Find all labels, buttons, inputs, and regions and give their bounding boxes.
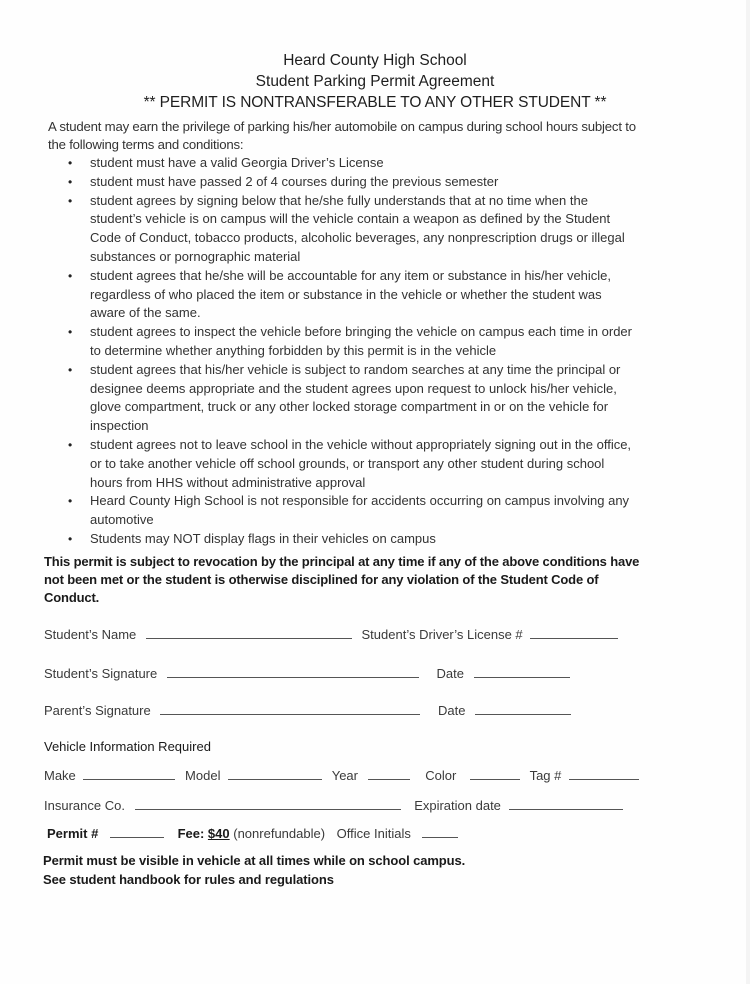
bullet-icon: • <box>68 494 73 509</box>
expiration-field[interactable] <box>509 797 623 810</box>
drivers-license-label: Student’s Driver’s License # <box>361 627 523 642</box>
term-item <box>48 530 638 549</box>
fee-value: $40 <box>207 826 230 841</box>
bullet-icon: • <box>68 193 73 208</box>
color-field[interactable] <box>470 767 520 780</box>
vehicle-info-heading: Vehicle Information Required <box>44 739 211 754</box>
document-title: Student Parking Permit Agreement <box>255 73 495 90</box>
year-label: Year <box>331 768 358 783</box>
insurance-field[interactable] <box>135 797 401 810</box>
term-text: student agrees not to leave school in the vehicle without appropriately signing out in the office, or to take another vehicle off school grounds, or transport any other student during school hours from HHS without administrative approval <box>90 436 632 490</box>
school-name: Heard County High School <box>283 52 467 69</box>
permit-number-label: Permit # <box>47 826 99 841</box>
term-item <box>48 436 638 492</box>
color-label: Color <box>425 768 457 783</box>
student-name-field[interactable] <box>146 626 352 639</box>
student-date-field[interactable] <box>474 665 570 678</box>
drivers-license-field[interactable] <box>530 626 618 639</box>
bullet-icon: • <box>68 268 73 283</box>
handbook-notice: See student handbook for rules and regulations <box>43 872 334 887</box>
model-label: Model <box>185 768 221 783</box>
bullet-icon: • <box>68 156 73 170</box>
term-item <box>48 192 638 267</box>
insurance-label: Insurance Co. <box>44 798 125 813</box>
insurance-row <box>44 797 629 813</box>
fee-note: (nonrefundable) <box>233 826 326 841</box>
term-text: Students may NOT display flags in their vehicles on campus <box>90 530 436 546</box>
term-item <box>48 361 638 436</box>
vehicle-details-row <box>44 767 645 783</box>
expiration-label: Expiration date <box>414 798 501 813</box>
student-signature-label: Student’s Signature <box>44 666 158 681</box>
tag-field[interactable] <box>569 767 639 780</box>
student-date-label: Date <box>436 666 464 681</box>
term-item <box>48 173 638 192</box>
student-signature-field[interactable] <box>167 665 419 678</box>
parent-date-label: Date <box>437 703 466 718</box>
bullet-icon: • <box>68 531 73 546</box>
term-text: student must have a valid Georgia Driver’s License <box>90 155 384 170</box>
nontransferable-warning: ** PERMIT IS NONTRANSFERABLE TO ANY OTHER STUDENT ** <box>143 94 607 111</box>
office-initials-label: Office Initials <box>336 826 411 841</box>
model-field[interactable] <box>228 767 322 780</box>
make-field[interactable] <box>83 767 175 780</box>
document-header <box>0 50 750 113</box>
year-field[interactable] <box>368 767 410 780</box>
parent-date-field[interactable] <box>475 702 571 715</box>
revocation-notice: This permit is subject to revocation by the principal at any time if any of the above conditions have not been met or the student is otherwise disciplined for any violation of the Student Code of Conduct. <box>44 554 640 605</box>
visibility-notice: Permit must be visible in vehicle at all times while on school campus. <box>43 853 466 868</box>
student-name-label: Student’s Name <box>44 627 137 642</box>
term-text: Heard County High School is not responsible for accidents occurring on campus involving any automotive <box>90 493 630 528</box>
term-text: student agrees by signing below that he/she fully understands that at no time when the student’s vehicle is on campus will the vehicle contain a weapon as defined by the Student Code of Conduct, tobacco products, alcoholic beverages, any nonprescription drugs or illegal substances or pornographic material <box>90 192 625 264</box>
page-edge <box>746 0 750 984</box>
term-text: student agrees to inspect the vehicle before bringing the vehicle on campus each time in order to determine whether anything forbidden by this permit is in the vehicle <box>90 324 632 358</box>
term-text: student agrees that his/her vehicle is subject to random searches at any time the principal or designee deems appropriate and the student agrees upon request to unlock his/her vehicle, glove compartment, truck or any other locked storage compartment in or on the vehicle for inspection <box>90 361 621 434</box>
parent-signature-field[interactable] <box>160 702 420 715</box>
term-item <box>48 154 638 173</box>
term-text: student must have passed 2 of 4 courses during the previous semester <box>90 173 499 189</box>
term-item <box>48 492 638 530</box>
term-text: student agrees that he/she will be accountable for any item or substance in his/her vehicle, regardless of who placed the item or substance in the vehicle or whether the student was aware of the same. <box>90 267 612 321</box>
tag-label: Tag # <box>529 768 562 783</box>
bullet-icon: • <box>68 437 73 452</box>
parent-signature-label: Parent’s Signature <box>44 703 151 718</box>
parent-signature-row <box>44 702 577 718</box>
make-label: Make <box>44 768 76 783</box>
term-item <box>48 267 638 323</box>
fee-label: Fee: <box>177 826 205 841</box>
terms-list <box>48 154 638 549</box>
permit-number-field[interactable] <box>110 825 164 838</box>
student-name-row <box>44 626 624 642</box>
intro-paragraph: A student may earn the privilege of parking his/her automobile on campus during school hours subject to the following terms and conditions: <box>48 119 636 152</box>
bullet-icon: • <box>68 362 73 377</box>
office-initials-field[interactable] <box>422 825 458 838</box>
student-signature-row <box>44 665 576 681</box>
bullet-icon: • <box>68 325 73 340</box>
permit-row <box>47 825 464 841</box>
term-item <box>48 323 638 361</box>
bullet-icon: • <box>68 174 73 189</box>
